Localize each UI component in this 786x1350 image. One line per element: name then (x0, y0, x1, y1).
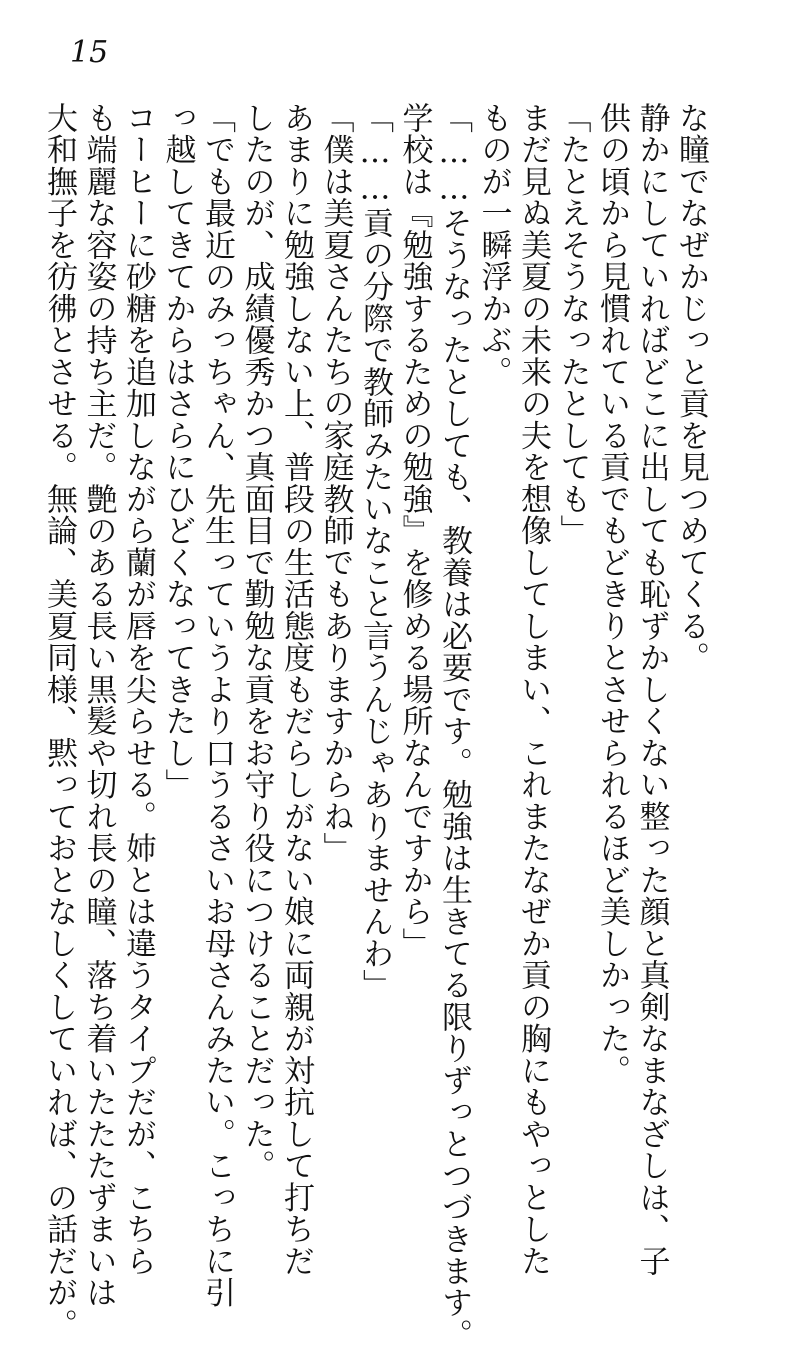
text-column-8: 学校は『勉強するための勉強』を修める場所なんですから」 (396, 102, 433, 960)
text-column-15: コーヒーに砂糖を追加しながら蘭が唇を尖らせる。姉とは違うタイプだが、こちら (120, 102, 156, 1277)
page-number: 15 (70, 35, 109, 70)
text-column-12: したのが、成績優秀かつ真面目で勤勉な貢をお守り役につけることだった。 (238, 102, 275, 1182)
text-column-7: 「……そうなったとしても、教養は必要です。勉強は生きてる限りずっとつづきます。 (436, 102, 472, 1350)
text-column-11: あまりに勉強しない上、普段の生活態度もだらしがない娘に両親が対抗して打ちだ (278, 102, 314, 1277)
text-column-5: まだ見ぬ美夏の未来の夫を想像してしまい、これまたなぜか貢の胸にもやっとした (515, 102, 551, 1277)
text-column-16: も端麗な容姿の持ち主だ。艶のある長い黒髪や切れ長の瞳、落ち着いたたたずまいは (80, 102, 117, 1309)
text-column-17: 大和撫子を彷彿とさせる。無論、美夏同様、黙っておとなしくしていれば、の話だが。 (41, 102, 77, 1341)
text-column-6: ものが一瞬浮かぶ。 (475, 102, 512, 388)
text-column-4: 「たとえそうなったとしても」 (554, 102, 591, 547)
text-column-1: な瞳でなぜかじっと貢を見つめてくる。 (673, 102, 709, 674)
text-column-10: 「僕は美夏さんたちの家庭教師でもありますからね」 (317, 102, 354, 864)
text-column-14: っ越してきてからはさらにひどくなってきたし」 (159, 102, 196, 801)
text-column-2: 静かにしていればどこに出しても恥ずかしくない整った顔と真剣なまなざしは、子 (633, 102, 670, 1277)
text-column-13: 「でも最近のみっちゃん、先生っていうより口うるさいお母さんみたい。こっちに引 (199, 102, 235, 1309)
vertical-text-block (41, 102, 710, 1350)
text-column-3: 供の頃から見慣れている貢でもどきりとさせられるほど美しかった。 (594, 102, 630, 1087)
text-column-9: 「……貢の分際で教師みたいなこと言うんじゃありませんわ」 (357, 102, 393, 1001)
